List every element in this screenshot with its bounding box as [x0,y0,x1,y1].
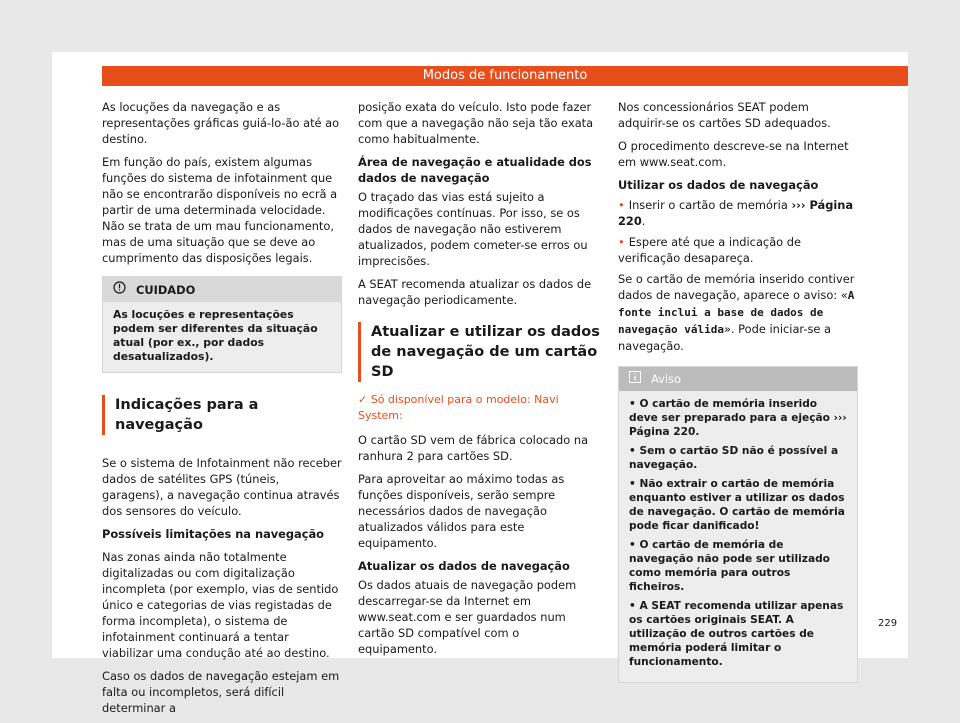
notice-item: • Sem o cartão SD não é possível a navegação. [629,445,839,471]
page-reference-link[interactable]: ››› Página 220 [618,198,854,228]
notice-item: • A SEAT recomenda utilizar apenas os cartões originais SEAT. A utilização de outros cartões de memória poderá limitar o funcionamento. [629,600,844,668]
paragraph: Nos concessionários SEAT podem adquirir-se os cartões SD adequados. [618,100,831,130]
subheading: Área de navegação e atualidade dos dados de navegação [358,155,592,185]
notice-item: • Não extrair o cartão de memória enquanto estiver a utilizar os dados de navegação. O cartão de memória pode ficar danificado! [629,478,845,532]
caution-header [103,277,341,302]
page-header: Modos de funcionamento [102,66,908,86]
paragraph: Para aproveitar ao máximo todas as funções disponíveis, serão sempre necessários dados de navegação atualizados válidos para este equipamento. [358,472,565,550]
paragraph: O procedimento descreve-se na Internet em www.seat.com. [618,139,849,169]
notice-item: • O cartão de memória de navegação não pode ser utilizado como memória para outros ficheiros. [629,539,830,593]
notice-header [619,367,857,391]
paragraph: As locuções da navegação e as representações gráficas guiá-lo-ão até ao destino. [102,100,340,146]
caution-title: CUIDADO [136,282,196,297]
notice-body [619,391,857,682]
bullet-icon: • [618,235,625,249]
availability-note: ✓ Só disponível para o modelo: Navi System: [358,393,559,422]
paragraph: O traçado das vias está sujeito a modificações contínuas. Por isso, se os dados de navegação não estiverem atualizados, podem cometer-se erros ou imprecisões. [358,190,588,268]
caution-box [102,276,342,373]
paragraph: posição exata do veículo. Isto pode fazer com que a navegação não seja tão exata como habitualmente. [358,100,594,146]
column-3 [618,99,858,683]
list-item: • Inserir o cartão de memória ››› Página 220. [618,198,854,228]
paragraph: Se o sistema de Infotainment não receber dados de satélites GPS (túneis, garagens), a navegação continua através dos sensores do veículo. [102,456,342,518]
notice-item: • O cartão de memória inserido deve ser preparado para a ejeção ››› Página 220. [629,398,847,438]
paragraph: O cartão SD vem de fábrica colocado na ranhura 2 para cartões SD. [358,433,589,463]
info-icon [629,371,641,387]
caution-text: As locuções e representações podem ser diferentes da situação atual (por ex., por dados desatualizados). [113,308,318,363]
section-title: Indicações para a navegação [102,395,342,435]
page-number: 229 [878,618,898,629]
subheading: Atualizar os dados de navegação [358,559,570,573]
check-icon: ✓ [358,393,371,406]
list-item: • Espere até que a indicação de verificação desapareça. [618,235,801,265]
column-2 [358,99,600,664]
notice-box [618,366,858,683]
column-1 [102,99,342,723]
paragraph: Em função do país, existem algumas funções do sistema de infotainment que não se encontrarão disponíveis no ecrã a partir de uma determinada velocidade. Não se trata de um mau funcionamento, mas de uma situação que se deve ao cumprimento das disposições legais. [102,155,338,265]
screen-message: A fonte inclui a base de dados de navegação válida [618,289,855,336]
warning-circle-icon [113,281,126,298]
paragraph: Os dados atuais de navegação podem descarregar-se da Internet em www.seat.com e ser guardados num cartão SD compatível com o equipamento. [358,578,577,656]
paragraph: Se o cartão de memória inserido contiver dados de navegação, aparece o aviso: «A fonte inclui a base de dados de navegação válida». Pode iniciar-se a navegação. [618,272,855,353]
subheading: Possíveis limitações na navegação [102,527,325,541]
paragraph: Nas zonas ainda não totalmente digitalizadas ou com digitalização incompleta (por exemplo, vias de sentido único e categorias de vias registadas de forma incompleta), o sistema de infotainment continuará a tentar viabilizar uma condução até ao destino. [102,550,339,660]
paragraph: A SEAT recomenda atualizar os dados de navegação periodicamente. [358,277,592,307]
notice-title: Aviso [651,372,681,386]
paragraph: Caso os dados de navegação estejam em falta ou incompletos, será difícil determinar a [102,669,340,715]
manual-page [52,52,908,715]
section-title: Atualizar e utilizar os dados de navegação de um cartão SD [358,322,600,382]
bullet-icon: • [618,198,625,212]
subheading: Utilizar os dados de navegação [618,178,819,192]
